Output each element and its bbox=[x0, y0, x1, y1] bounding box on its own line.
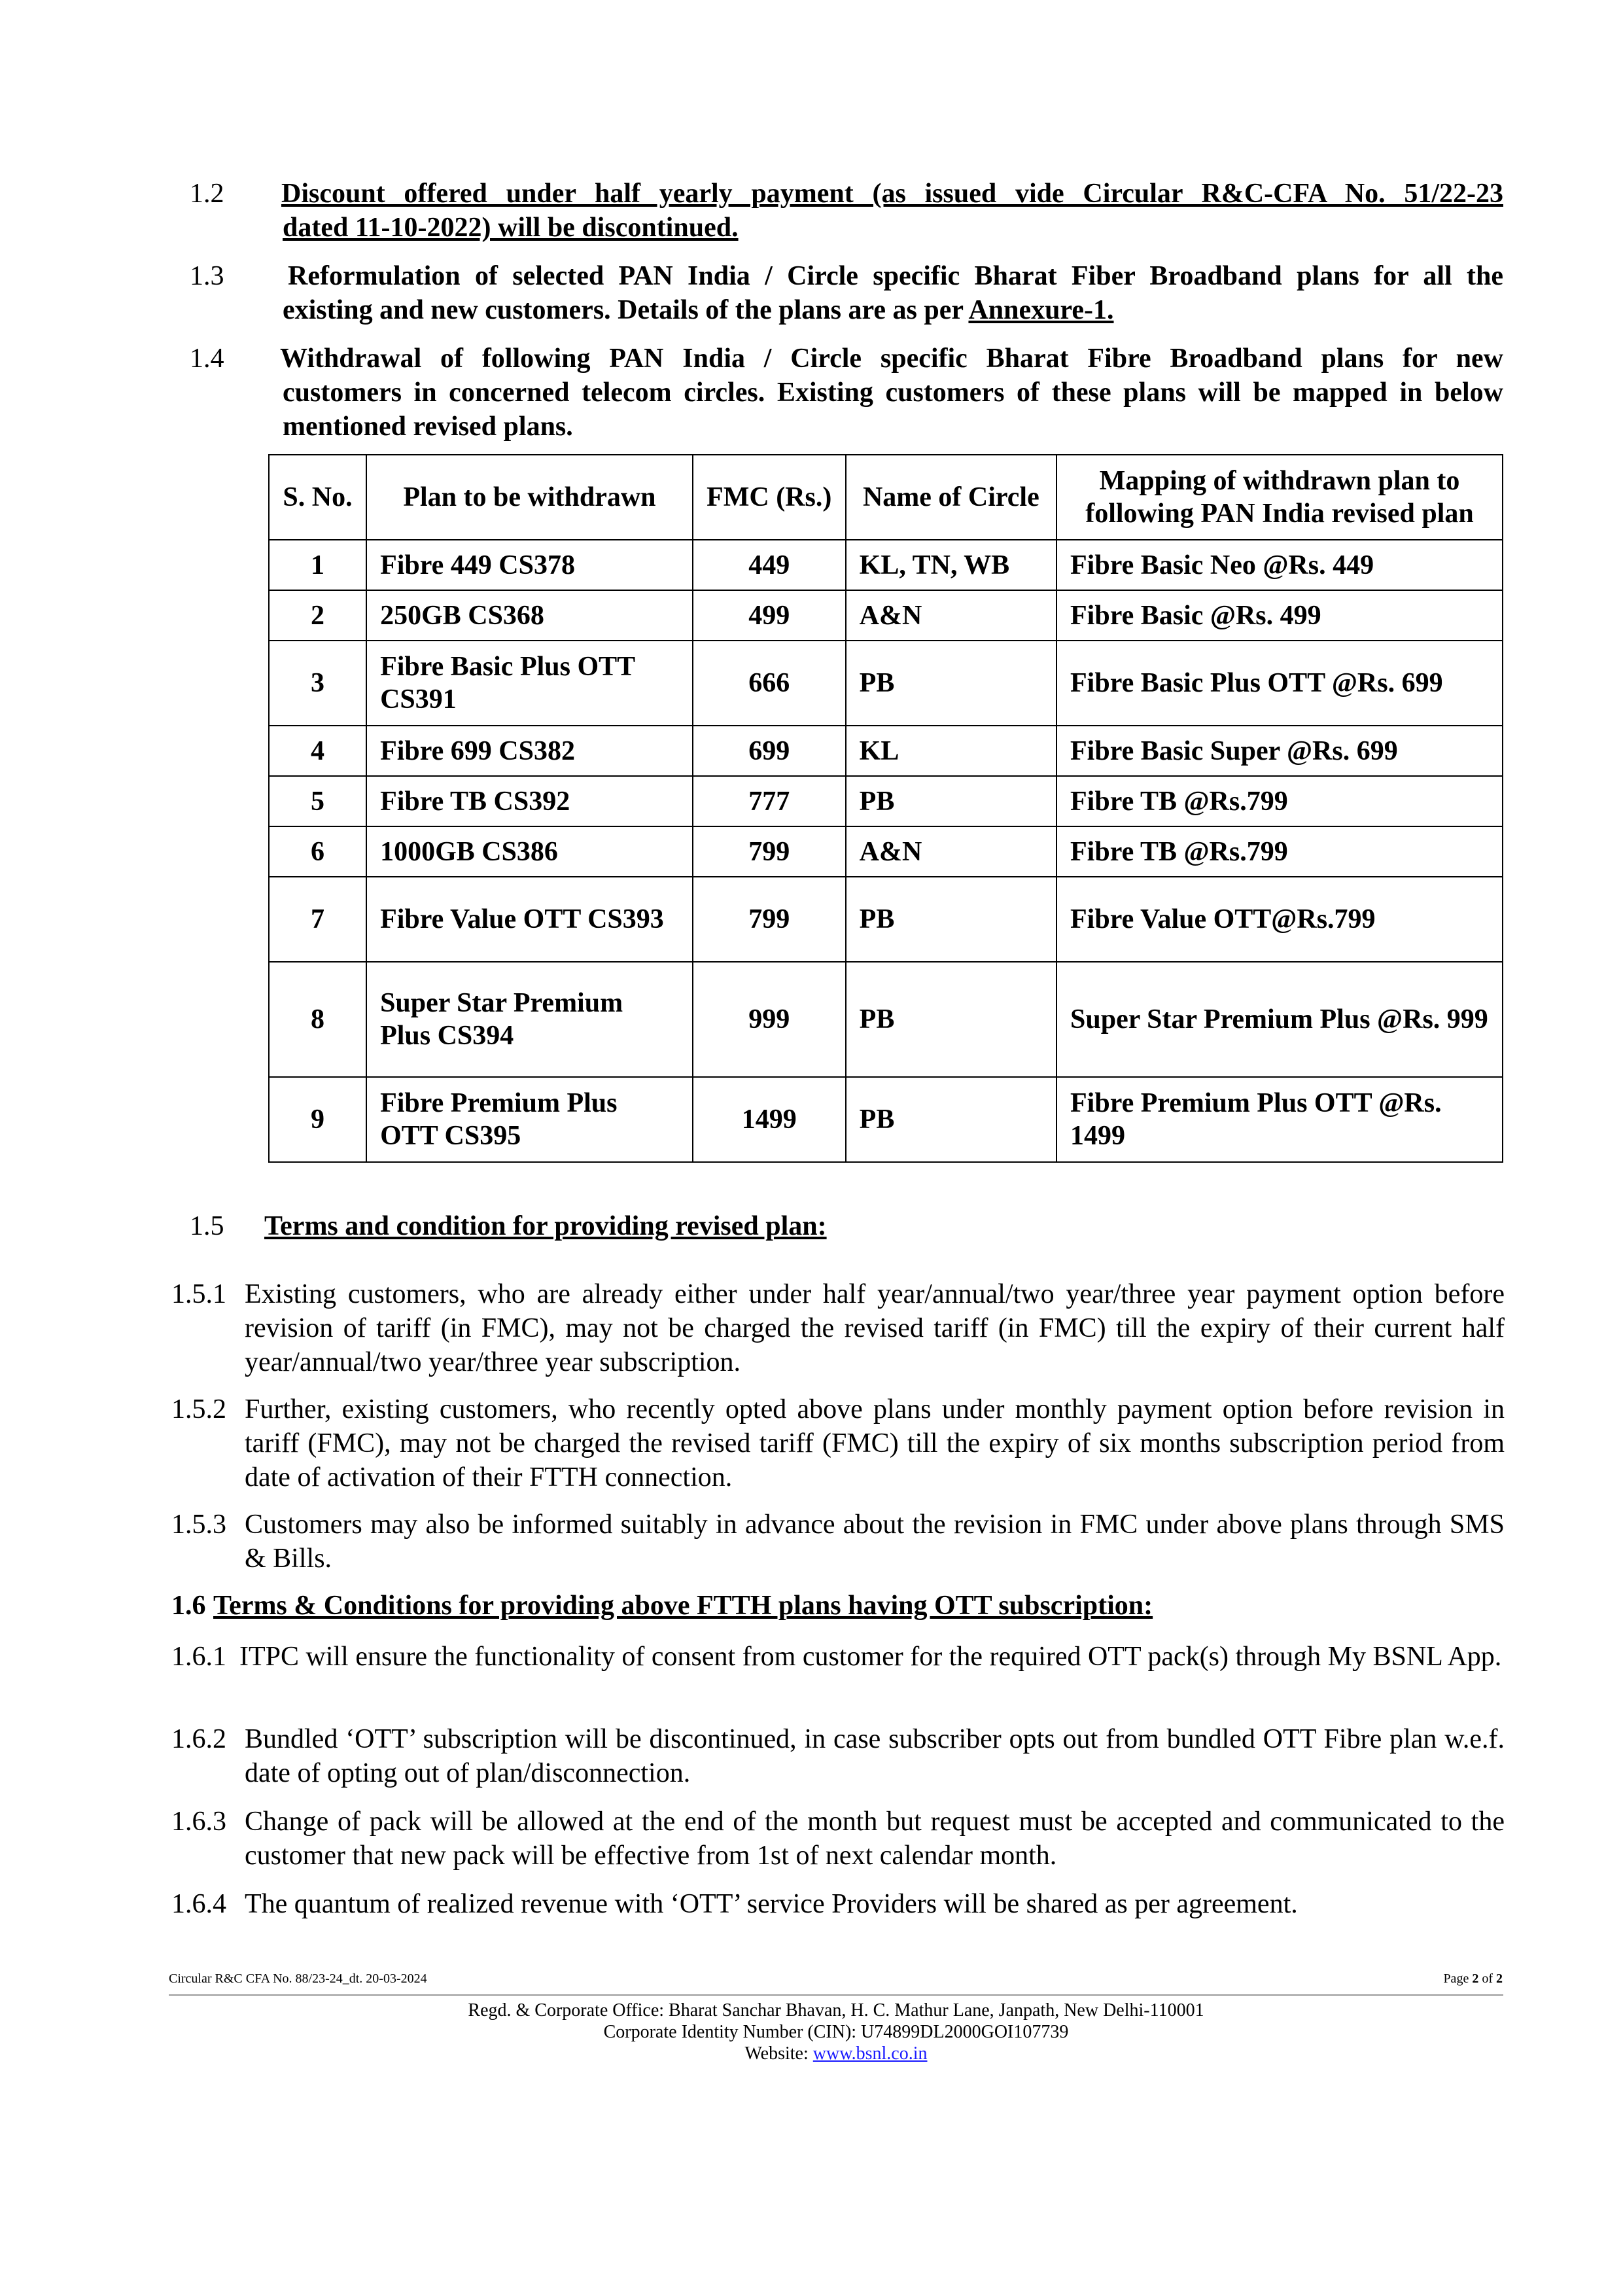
section-1-3-line-2 bbox=[283, 293, 1114, 327]
cell-sno: 3 bbox=[269, 641, 366, 726]
cell-plan: Fibre 449 CS378 bbox=[366, 540, 693, 590]
cell-mapping: Super Star Premium Plus @Rs. 999 bbox=[1056, 962, 1503, 1077]
item-1-6-2-text: Bundled ‘OTT’ subscription will be discontinued, in case subscriber opts out from bundled OTT Fibre plan w.e.f. date of opting out of plan/disconnection. bbox=[245, 1724, 1505, 1788]
cell-fmc: 777 bbox=[693, 776, 846, 826]
cell-plan: Fibre TB CS392 bbox=[366, 776, 693, 826]
cell-fmc: 799 bbox=[693, 826, 846, 877]
cell-circle: PB bbox=[846, 1077, 1056, 1162]
header-circle: Name of Circle bbox=[846, 455, 1056, 540]
cell-fmc: 699 bbox=[693, 726, 846, 776]
section-1-4-line-1: Withdrawal of following PAN India / Circle specific Bharat Fibre Broadband plans for new bbox=[280, 344, 1503, 374]
cell-mapping: Fibre TB @Rs.799 bbox=[1056, 826, 1503, 877]
cell-mapping: Fibre Basic @Rs. 499 bbox=[1056, 590, 1503, 641]
website-label: Website: bbox=[744, 2043, 813, 2064]
table-row bbox=[269, 826, 1503, 877]
item-1-6-4-text: The quantum of realized revenue with ‘OTT’ service Providers will be shared as per agreement. bbox=[245, 1889, 1298, 1919]
table-row bbox=[269, 776, 1503, 826]
cell-plan: 250GB CS368 bbox=[366, 590, 693, 641]
header-plan: Plan to be withdrawn bbox=[366, 455, 693, 540]
item-1-5-1-text: Existing customers, who are already either under half year/annual/two year/three year payment option before revision of tariff (in FMC), may not be charged the revised tariff (in FMC) till the expiry of their current half year/annual/two year/three year subscription. bbox=[245, 1279, 1505, 1377]
section-1-5-number: 1.5 bbox=[190, 1211, 224, 1241]
table-row bbox=[269, 641, 1503, 726]
section-1-6-title: Terms & Conditions for providing above FTTH plans having OTT subscription: bbox=[213, 1591, 1153, 1621]
section-1-3-number: 1.3 bbox=[190, 261, 224, 291]
page-total: 2 bbox=[1496, 1971, 1503, 1986]
footer-website bbox=[169, 2043, 1503, 2064]
cell-mapping: Fibre Premium Plus OTT @Rs. 1499 bbox=[1056, 1077, 1503, 1162]
cell-plan: Fibre 699 CS382 bbox=[366, 726, 693, 776]
cell-sno: 6 bbox=[269, 826, 366, 877]
item-1-5-2-number: 1.5.2 bbox=[171, 1394, 226, 1424]
cell-sno: 4 bbox=[269, 726, 366, 776]
website-link[interactable]: www.bsnl.co.in bbox=[812, 2043, 928, 2064]
table-row bbox=[269, 590, 1503, 641]
item-1-6-3-number: 1.6.3 bbox=[171, 1807, 226, 1837]
section-1-2-line-2: dated 11-10-2022) will be discontinued. bbox=[283, 213, 739, 243]
section-1-2-line-1: Discount offered under half yearly payment (as issued vide Circular R&C-CFA No. 51/22-23 bbox=[281, 179, 1503, 209]
table-row bbox=[269, 726, 1503, 776]
cell-circle: A&N bbox=[846, 590, 1056, 641]
cell-mapping: Fibre TB @Rs.799 bbox=[1056, 776, 1503, 826]
cell-fmc: 799 bbox=[693, 877, 846, 962]
cell-mapping: Fibre Basic Neo @Rs. 449 bbox=[1056, 540, 1503, 590]
table-row bbox=[269, 877, 1503, 962]
item-1-5-1-number: 1.5.1 bbox=[171, 1279, 226, 1309]
cell-sno: 5 bbox=[269, 776, 366, 826]
table-header-row bbox=[269, 455, 1503, 540]
cell-circle: A&N bbox=[846, 826, 1056, 877]
section-1-3-line-2-text: existing and new customers. Details of the plans are as per bbox=[283, 295, 969, 325]
item-1-6-2-number: 1.6.2 bbox=[171, 1724, 226, 1754]
table-row bbox=[269, 1077, 1503, 1162]
section-1-6-number: 1.6 bbox=[171, 1591, 206, 1621]
section-1-4-number: 1.4 bbox=[190, 344, 224, 374]
annexure-1-link[interactable]: Annexure-1. bbox=[968, 295, 1114, 325]
section-1-2-number: 1.2 bbox=[190, 179, 224, 209]
section-1-4-line-2: customers in concerned telecom circles. Existing customers of these plans will be mapped in below bbox=[283, 378, 1503, 408]
header-fmc: FMC (Rs.) bbox=[693, 455, 846, 540]
plans-table bbox=[268, 454, 1503, 1163]
section-1-4-line-3: mentioned revised plans. bbox=[283, 412, 573, 442]
item-1-6-3-text: Change of pack will be allowed at the end of the month but request must be accepted and communicated to the customer that new pack will be effective from 1st of next calendar month. bbox=[245, 1807, 1505, 1871]
cell-sno: 2 bbox=[269, 590, 366, 641]
cell-circle: PB bbox=[846, 641, 1056, 726]
item-1-5-2-text: Further, existing customers, who recently opted above plans under monthly payment option before revision in tariff (FMC), may not be charged the revised tariff (FMC) till the expiry of six months subscription period from date of activation of their FTTH connection. bbox=[245, 1394, 1505, 1492]
cell-circle: PB bbox=[846, 776, 1056, 826]
cell-plan: Fibre Premium Plus OTT CS395 bbox=[366, 1077, 693, 1162]
section-1-3-line-1: Reformulation of selected PAN India / Circle specific Bharat Fiber Broadband plans for all the bbox=[288, 261, 1503, 291]
footer-divider bbox=[169, 1994, 1503, 1996]
cell-circle: KL, TN, WB bbox=[846, 540, 1056, 590]
header-mapping: Mapping of withdrawn plan to following PAN India revised plan bbox=[1056, 455, 1503, 540]
cell-plan: Fibre Basic Plus OTT CS391 bbox=[366, 641, 693, 726]
table-row bbox=[269, 540, 1503, 590]
item-1-6-1-number: 1.6.1 bbox=[171, 1642, 226, 1672]
cell-mapping: Fibre Basic Super @Rs. 699 bbox=[1056, 726, 1503, 776]
footer-page-number bbox=[1443, 1971, 1503, 1987]
footer-address-block bbox=[169, 2000, 1503, 2064]
cell-fmc: 666 bbox=[693, 641, 846, 726]
cell-circle: PB bbox=[846, 877, 1056, 962]
cell-circle: PB bbox=[846, 962, 1056, 1077]
cell-sno: 8 bbox=[269, 962, 366, 1077]
cell-fmc: 449 bbox=[693, 540, 846, 590]
page-current: 2 bbox=[1472, 1971, 1479, 1986]
cell-fmc: 999 bbox=[693, 962, 846, 1077]
table-row bbox=[269, 962, 1503, 1077]
cell-sno: 7 bbox=[269, 877, 366, 962]
item-1-5-3-number: 1.5.3 bbox=[171, 1510, 226, 1540]
footer-address: Regd. & Corporate Office: Bharat Sanchar Bhavan, H. C. Mathur Lane, Janpath, New Delhi-110001 bbox=[468, 2000, 1204, 2021]
cell-mapping: Fibre Basic Plus OTT @Rs. 699 bbox=[1056, 641, 1503, 726]
cell-fmc: 499 bbox=[693, 590, 846, 641]
cell-mapping: Fibre Value OTT@Rs.799 bbox=[1056, 877, 1503, 962]
cell-sno: 1 bbox=[269, 540, 366, 590]
item-1-6-1-text: ITPC will ensure the functionality of consent from customer for the required OTT pack(s) through My BSNL App. bbox=[239, 1642, 1502, 1672]
cell-plan: 1000GB CS386 bbox=[366, 826, 693, 877]
footer-cin: Corporate Identity Number (CIN): U74899DL2000GOI107739 bbox=[603, 2022, 1069, 2042]
section-1-5-title: Terms and condition for providing revised plan: bbox=[264, 1211, 827, 1241]
page-of: of bbox=[1478, 1971, 1496, 1986]
header-sno: S. No. bbox=[269, 455, 366, 540]
item-1-5-3-text: Customers may also be informed suitably in advance about the revision in FMC under above plans through SMS & Bills. bbox=[245, 1510, 1505, 1574]
footer-circular-ref: Circular R&C CFA No. 88/23-24_dt. 20-03-2024 bbox=[169, 1971, 427, 1986]
page-label: Page bbox=[1443, 1971, 1473, 1986]
cell-plan: Fibre Value OTT CS393 bbox=[366, 877, 693, 962]
cell-plan: Super Star Premium Plus CS394 bbox=[366, 962, 693, 1077]
item-1-6-4-number: 1.6.4 bbox=[171, 1889, 226, 1919]
cell-fmc: 1499 bbox=[693, 1077, 846, 1162]
cell-sno: 9 bbox=[269, 1077, 366, 1162]
cell-circle: KL bbox=[846, 726, 1056, 776]
